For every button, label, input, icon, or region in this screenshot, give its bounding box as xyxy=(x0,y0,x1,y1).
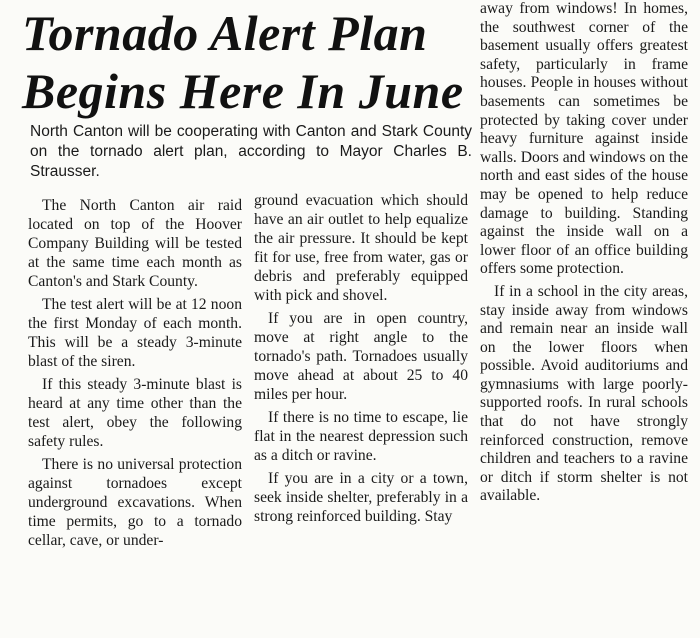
column-2-paragraph: If you are in a city or a town, seek inside shelter, preferably in a strong reinforced building. Stay xyxy=(254,470,468,525)
headline xyxy=(22,4,474,120)
lead-paragraph: North Canton will be cooperating with Canton and Stark County on the tornado alert plan, according to Mayor Charles B. Strausser. xyxy=(30,123,472,180)
column-3-paragraph: If in a school in the city areas, stay inside away from windows and remain near an inside wall on the lower floors when possible. Avoid auditoriums and gymnasiums with large poorly-supported roofs. In rural schools that do not have strongly reinforced construction, remove children and teachers to a ravine or ditch if storm shelter is not available. xyxy=(480,282,688,505)
column-1-paragraph: If this steady 3-minute blast is heard at any time other than the test alert, obey the following safety rules. xyxy=(28,376,242,450)
column-1-paragraph: The North Canton air raid located on top of the Hoover Company Building will be tested at the same time each month as Canton's and Stark County. xyxy=(28,197,242,290)
column-1-paragraph: There is no universal protection against tornadoes except underground excavations. When time permits, go to a tornado cellar, cave, or under- xyxy=(28,456,242,549)
column-1 xyxy=(28,196,242,554)
headline-line-1: Tornado Alert Plan xyxy=(22,5,428,61)
column-2-paragraph: ground evacuation which should have an air outlet to help equalize the air pressure. It should be kept fit for use, free from water, gas or debris and preferably equipped with pick and shovel. xyxy=(254,192,468,304)
column-2-paragraph: If there is no time to escape, lie flat in the nearest depression such as a ditch or ravine. xyxy=(254,409,468,464)
column-2 xyxy=(254,191,468,530)
column-3-paragraph: away from windows! In homes, the southwest corner of the basement usually offers greatest safety, particularly in frame houses. People in houses without basements can sometimes be protected by taking cover under heavy furniture against inside walls. Doors and windows on the north and east sides of the house may be opened to help reduce damage to building. Standing against the inside wall on a lower floor of an office building offers some protection. xyxy=(480,0,688,278)
column-2-paragraph: If you are in open country, move at right angle to the tornado's path. Tornadoes usually move ahead at about 25 to 40 miles per hour. xyxy=(254,310,468,403)
column-1-paragraph: The test alert will be at 12 noon the first Monday of each month. This will be a steady 3-minute blast of the siren. xyxy=(28,296,242,370)
column-3 xyxy=(480,0,688,510)
headline-line-2: Begins Here In June xyxy=(22,63,464,119)
